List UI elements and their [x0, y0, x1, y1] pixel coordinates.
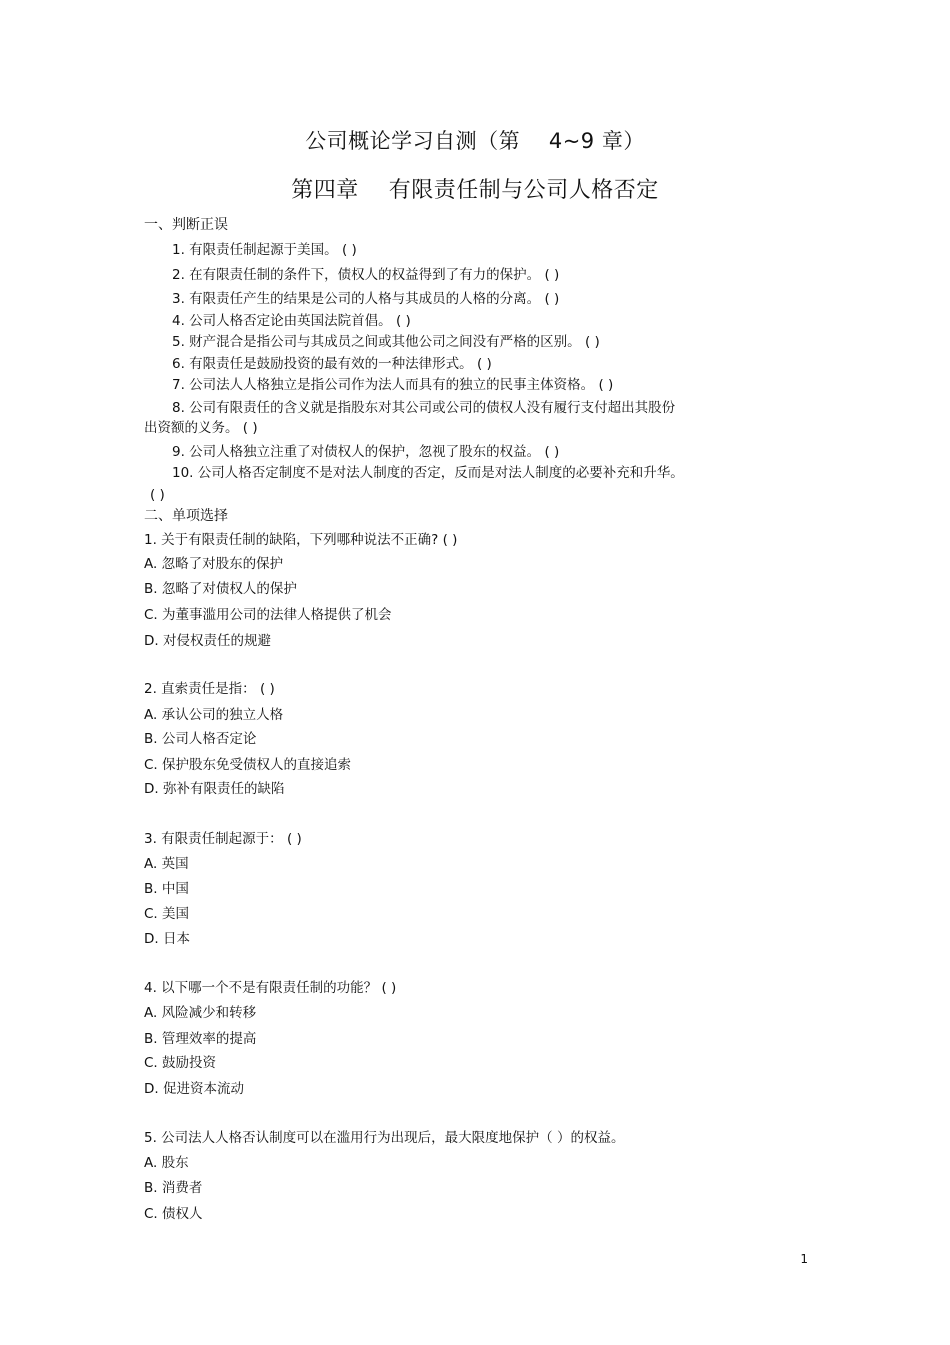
tf-question-5: 5. 财产混合是指公司与其成员之间或其他公司之间没有严格的区别。 ( ) — [172, 334, 600, 350]
section-heading-single-choice: 二、单项选择 — [144, 508, 228, 524]
tf-question-10-line-1: 10. 公司人格否定制度不是对法人制度的否定，反而是对法人制度的必要补充和升华。 — [172, 465, 684, 481]
sc-question-2-option-c: C. 保护股东免受债权人的直接追索 — [144, 757, 352, 773]
document-title: 公司概论学习自测（第 4~9 章） — [305, 129, 645, 153]
sc-question-1-stem: 1. 关于有限责任制的缺陷，下列哪种说法不正确? ( ) — [144, 532, 458, 548]
sc-question-2-stem: 2. 直索责任是指： ( ) — [144, 681, 275, 697]
tf-question-9: 9. 公司人格独立注重了对债权人的保护，忽视了股东的权益。 ( ) — [172, 444, 560, 460]
sc-question-4-option-d: D. 促进资本流动 — [144, 1081, 244, 1097]
sc-question-4-option-b: B. 管理效率的提高 — [144, 1031, 257, 1047]
page-number: 1 — [800, 1252, 808, 1266]
sc-question-5-option-c: C. 债权人 — [144, 1206, 203, 1222]
tf-question-8-line-2: 出资额的义务。 ( ) — [144, 420, 258, 436]
sc-question-3-option-b: B. 中国 — [144, 881, 189, 897]
sc-question-3-stem: 3. 有限责任制起源于： ( ) — [144, 831, 302, 847]
tf-question-3: 3. 有限责任产生的结果是公司的人格与其成员的人格的分离。 ( ) — [172, 291, 560, 307]
sc-question-3-option-c: C. 美国 — [144, 906, 190, 922]
sc-question-3-option-d: D. 日本 — [144, 931, 190, 947]
sc-question-4-option-c: C. 鼓励投资 — [144, 1055, 217, 1071]
sc-question-5-option-b: B. 消费者 — [144, 1180, 203, 1196]
tf-question-7: 7. 公司法人人格独立是指公司作为法人而具有的独立的民事主体资格。 ( ) — [172, 377, 614, 393]
sc-question-1-option-a: A. 忽略了对股东的保护 — [144, 556, 284, 572]
sc-question-2-option-a: A. 承认公司的独立人格 — [144, 707, 284, 723]
chapter-title: 第四章 有限责任制与公司人格否定 — [291, 178, 659, 203]
sc-question-5-option-a: A. 股东 — [144, 1155, 189, 1171]
tf-question-2: 2. 在有限责任制的条件下，债权人的权益得到了有力的保护。 ( ) — [172, 267, 560, 283]
sc-question-2-option-d: D. 弥补有限责任的缺陷 — [144, 781, 285, 797]
sc-question-1-option-d: D. 对侵权责任的规避 — [144, 633, 271, 649]
sc-question-1-option-c: C. 为董事滥用公司的法律人格提供了机会 — [144, 607, 392, 623]
tf-question-1: 1. 有限责任制起源于美国。 ( ) — [172, 242, 357, 258]
sc-question-2-option-b: B. 公司人格否定论 — [144, 731, 257, 747]
sc-question-3-option-a: A. 英国 — [144, 856, 189, 872]
tf-question-6: 6. 有限责任是鼓励投资的最有效的一种法律形式。 ( ) — [172, 356, 492, 372]
tf-question-8-line-1: 8. 公司有限责任的含义就是指股东对其公司或公司的债权人没有履行支付超出其股份 — [172, 400, 676, 416]
tf-question-10-line-2: ( ) — [150, 487, 165, 503]
sc-question-4-option-a: A. 风险减少和转移 — [144, 1005, 257, 1021]
tf-question-4: 4. 公司人格否定论由英国法院首倡。 ( ) — [172, 313, 411, 329]
section-heading-true-false: 一、判断正误 — [144, 217, 228, 233]
sc-question-1-option-b: B. 忽略了对债权人的保护 — [144, 581, 297, 597]
sc-question-5-stem: 5. 公司法人人格否认制度可以在滥用行为出现后，最大限度地保护（ ）的权益。 — [144, 1130, 625, 1146]
sc-question-4-stem: 4. 以下哪一个不是有限责任制的功能？ ( ) — [144, 980, 397, 996]
